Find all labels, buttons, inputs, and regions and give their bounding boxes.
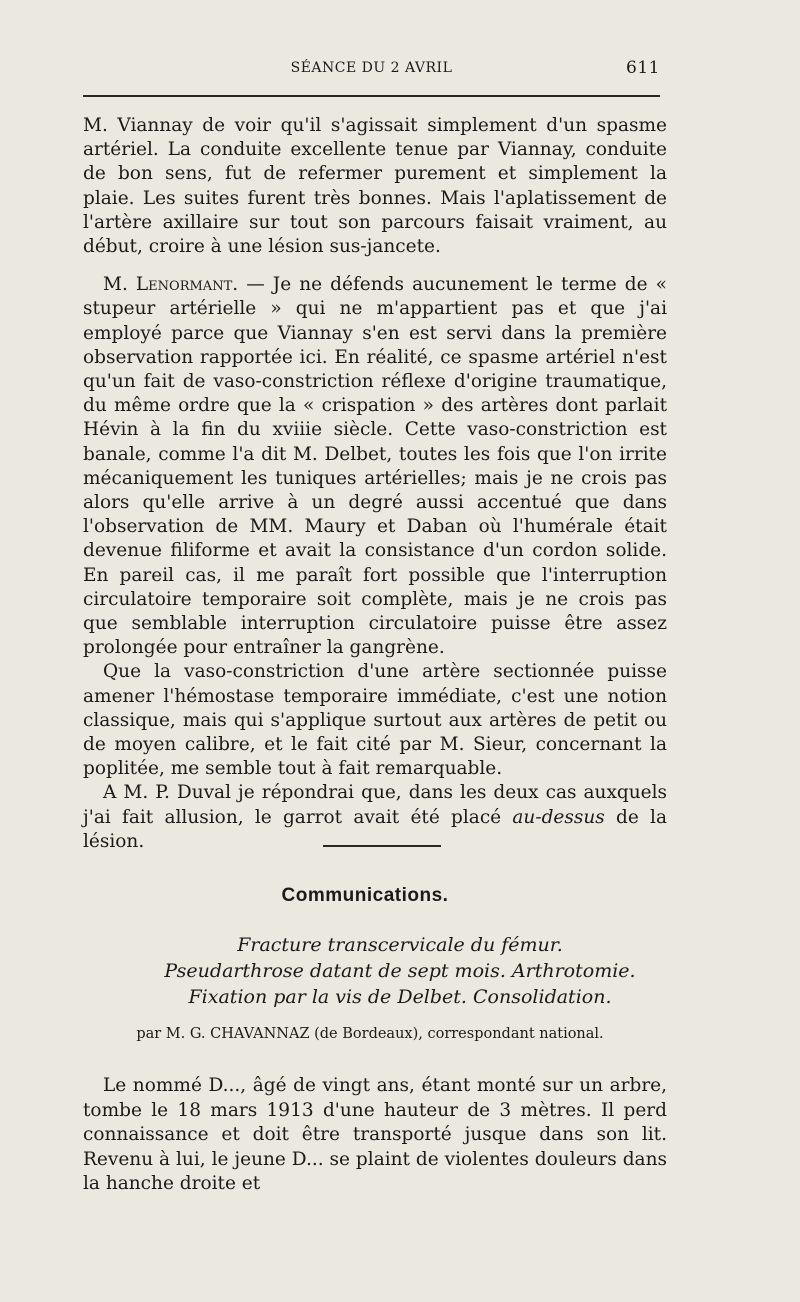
article-title-line-2: Pseudarthrose datant de sept mois. Arthrotomie.: [164, 960, 636, 982]
paragraph-duval: [83, 781, 667, 854]
article-title: [0, 932, 800, 1010]
page-number: 611: [626, 58, 660, 78]
article-body: [83, 1074, 667, 1197]
page-header: [83, 58, 660, 84]
paragraph-duval-end: de la lésion.: [83, 806, 667, 852]
article-title-line-3: Fixation par la vis de Delbet. Consolidation.: [188, 986, 612, 1008]
paragraph-viannay: M. Viannay de voir qu'il s'agissait simplement d'un spasme artériel. La conduite excellente tenue par Viannay, conduite de bon sens, fut de refermer purement et simplement la plaie. Les suites furent très bonnes. Mais l'aplatissement de l'artère axillaire sur tout son parcours faisait vraiment, au début, croire à une lésion sus-jancete.: [83, 115, 667, 258]
discussion-text: [83, 114, 667, 854]
paragraph-duval-start: A M. P. Duval je répondrai que, dans les deux cas auxquels j'ai fait allusion, le garrot avait été placé: [83, 782, 667, 828]
header-rule: [83, 95, 660, 97]
article-title-line-1: Fracture transcervicale du fémur.: [237, 934, 563, 956]
paragraph-lenormant: [83, 273, 667, 660]
running-title: SÉANCE DU 2 AVRIL: [290, 60, 453, 76]
paragraph-lenormant-text: — Je ne défends aucunement le terme de « stupeur artérielle » qui ne m'appartient pas et que j'ai employé parce que Viannay s'en est servi dans la première observation rapportée ici. En réalité, ce spasme artériel n'est qu'un fait de vaso-constriction réflexe d'origine traumatique, du même ordre que la « crispation » des artères dont parlait Hévin à la fin du xviiie siècle. Cette vaso-constriction est banale, comme l'a dit M. Delbet, toutes les fois que l'on irrite mécaniquement les tuniques artérielles; mais je ne crois pas alors qu'elle arrive à un degré aussi accentué que dans l'observation de MM. Maury et Daban où l'humérale était devenue filiforme et avait la consistance d'un cordon solide. En pareil cas, il me paraît fort possible que l'interruption circulatoire temporaire soit complète, mais je ne crois pas que semblable interruption circulatoire puisse être assez prolongée pour entraîner la gangrène.: [83, 274, 667, 659]
author-byline: par M. G. CHAVANNAZ (de Bordeaux), correspondant national.: [136, 1026, 604, 1042]
speaker-name: M. Lenormant.: [103, 274, 239, 296]
paragraph-case-report: Le nommé D..., âgé de vingt ans, étant monté sur un arbre, tombe le 18 mars 1913 d'une hauteur de 3 mètres. Il perd connaissance et doit être transporté jusque dans son lit. Revenu à lui, le jeune D... se plaint de violentes douleurs dans la hanche droite et: [83, 1075, 667, 1195]
section-separator: [323, 845, 441, 847]
emphasis-au-dessus: au-dessus: [512, 806, 605, 828]
section-heading: Communications.: [281, 885, 449, 906]
paragraph-vaso-constriction: Que la vaso-constriction d'une artère sectionnée puisse amener l'hémostase temporaire immédiate, c'est une notion classique, mais qui s'applique surtout aux artères de petit ou de moyen calibre, et le fait cité par M. Sieur, concernant la poplitée, me semble tout à fait remarquable.: [83, 661, 667, 780]
